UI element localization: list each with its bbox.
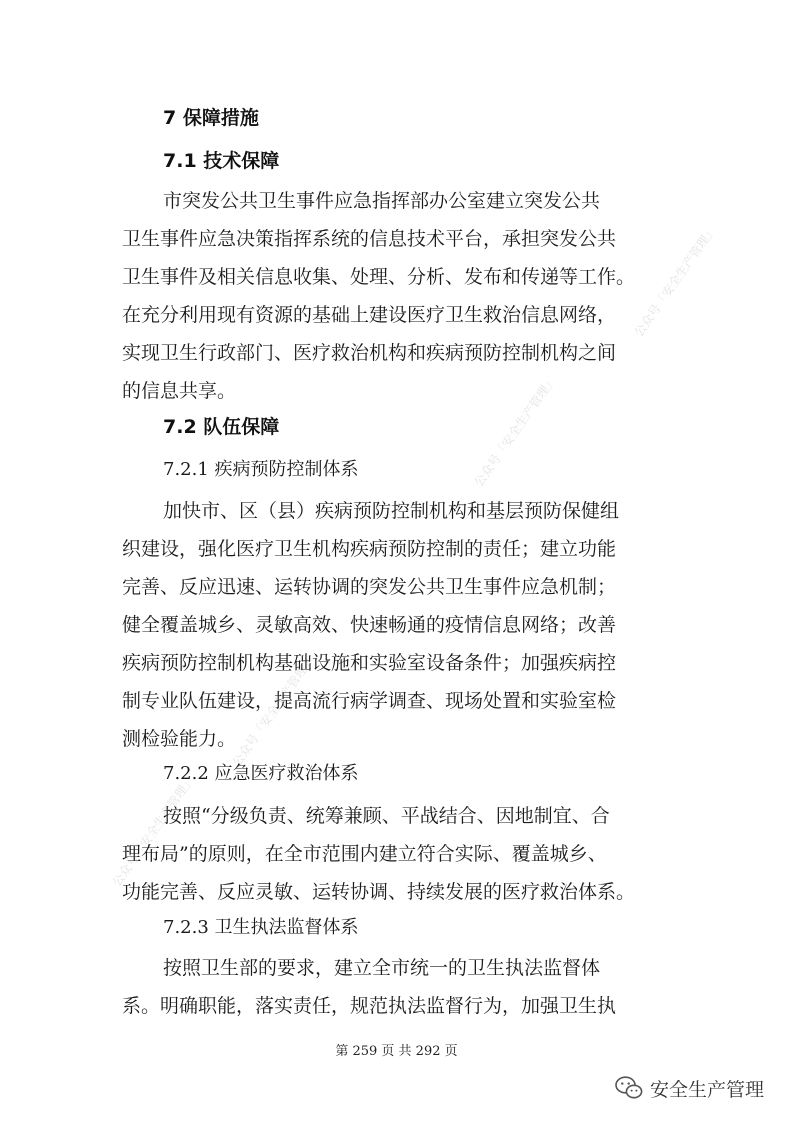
text-line: 按照卫生部的要求，建立全市统一的卫生执法监督体 xyxy=(163,957,601,979)
text-line: 实现卫生行政部门、医疗救治机构和疾病预防控制机构之间 xyxy=(122,342,617,364)
text-line: 市突发公共卫生事件应急指挥部办公室建立突发公共 xyxy=(163,190,601,212)
heading-7-2: 7.2 队伍保障 xyxy=(163,416,280,438)
heading-7-2-1: 7.2.1 疾病预防控制体系 xyxy=(163,459,359,480)
text-line: 系。明确职能，落实责任，规范执法监督行为，加强卫生执 xyxy=(122,995,617,1017)
watermark: 公众号「安全生产管理」 xyxy=(109,773,197,890)
paragraph-7-2-2 xyxy=(122,797,674,911)
text-line: 测检验能力。 xyxy=(122,728,237,750)
wechat-icon xyxy=(614,1075,644,1101)
text-line: 制专业队伍建设，提高流行病学调查、现场处置和实验室检 xyxy=(122,690,617,712)
paragraph-7-2-1 xyxy=(122,492,674,758)
watermark: 公众号「安全生产管理」 xyxy=(631,223,719,340)
heading-7-1: 7.1 技术保障 xyxy=(163,150,280,172)
text-line: 卫生事件应急决策指挥系统的信息技术平台，承担突发公共 xyxy=(122,228,617,250)
text-line: 理布局”的原则，在全市范围内建立符合实际、覆盖城乡、 xyxy=(122,843,607,865)
heading-7-2-2: 7.2.2 应急医疗救治体系 xyxy=(163,763,359,784)
text-line: 健全覆盖城乡、灵敏高效、快速畅通的疫情信息网络；改善 xyxy=(122,614,617,636)
paragraph-7-1 xyxy=(122,182,674,410)
text-line: 完善、反应迅速、运转协调的突发公共卫生事件应急机制； xyxy=(122,576,617,598)
section-heading: 7 保障措施 xyxy=(163,107,259,129)
heading-7-2-3: 7.2.3 卫生执法监督体系 xyxy=(163,917,359,938)
text-line: 的信息共享。 xyxy=(122,380,237,402)
paragraph-7-2-3 xyxy=(122,949,674,1025)
text-line: 按照“分级负责、统筹兼顾、平战结合、因地制宜、合 xyxy=(163,805,610,827)
text-line: 疾病预防控制机构基础设施和实验室设备条件；加强疾病控 xyxy=(122,652,617,674)
text-line: 卫生事件及相关信息收集、处理、分析、发布和传递等工作。 xyxy=(122,266,636,288)
brand-badge xyxy=(614,1074,764,1102)
brand-name: 安全生产管理 xyxy=(650,1078,765,1101)
text-line: 织建设，强化医疗卫生机构疾病预防控制的责任；建立功能 xyxy=(122,538,617,560)
watermark: 公众号「安全生产管理」 xyxy=(229,653,317,770)
text-line: 加快市、区（县）疾病预防控制机构和基层预防保健组 xyxy=(163,500,620,522)
text-line: 功能完善、反应灵敏、运转协调、持续发展的医疗救治体系。 xyxy=(122,881,636,903)
text-line: 在充分利用现有资源的基础上建设医疗卫生救治信息网络， xyxy=(122,304,617,326)
page-number: 第 259 页 共 292 页 xyxy=(335,1044,458,1059)
watermark: 公众号「安全生产管理」 xyxy=(471,373,559,490)
